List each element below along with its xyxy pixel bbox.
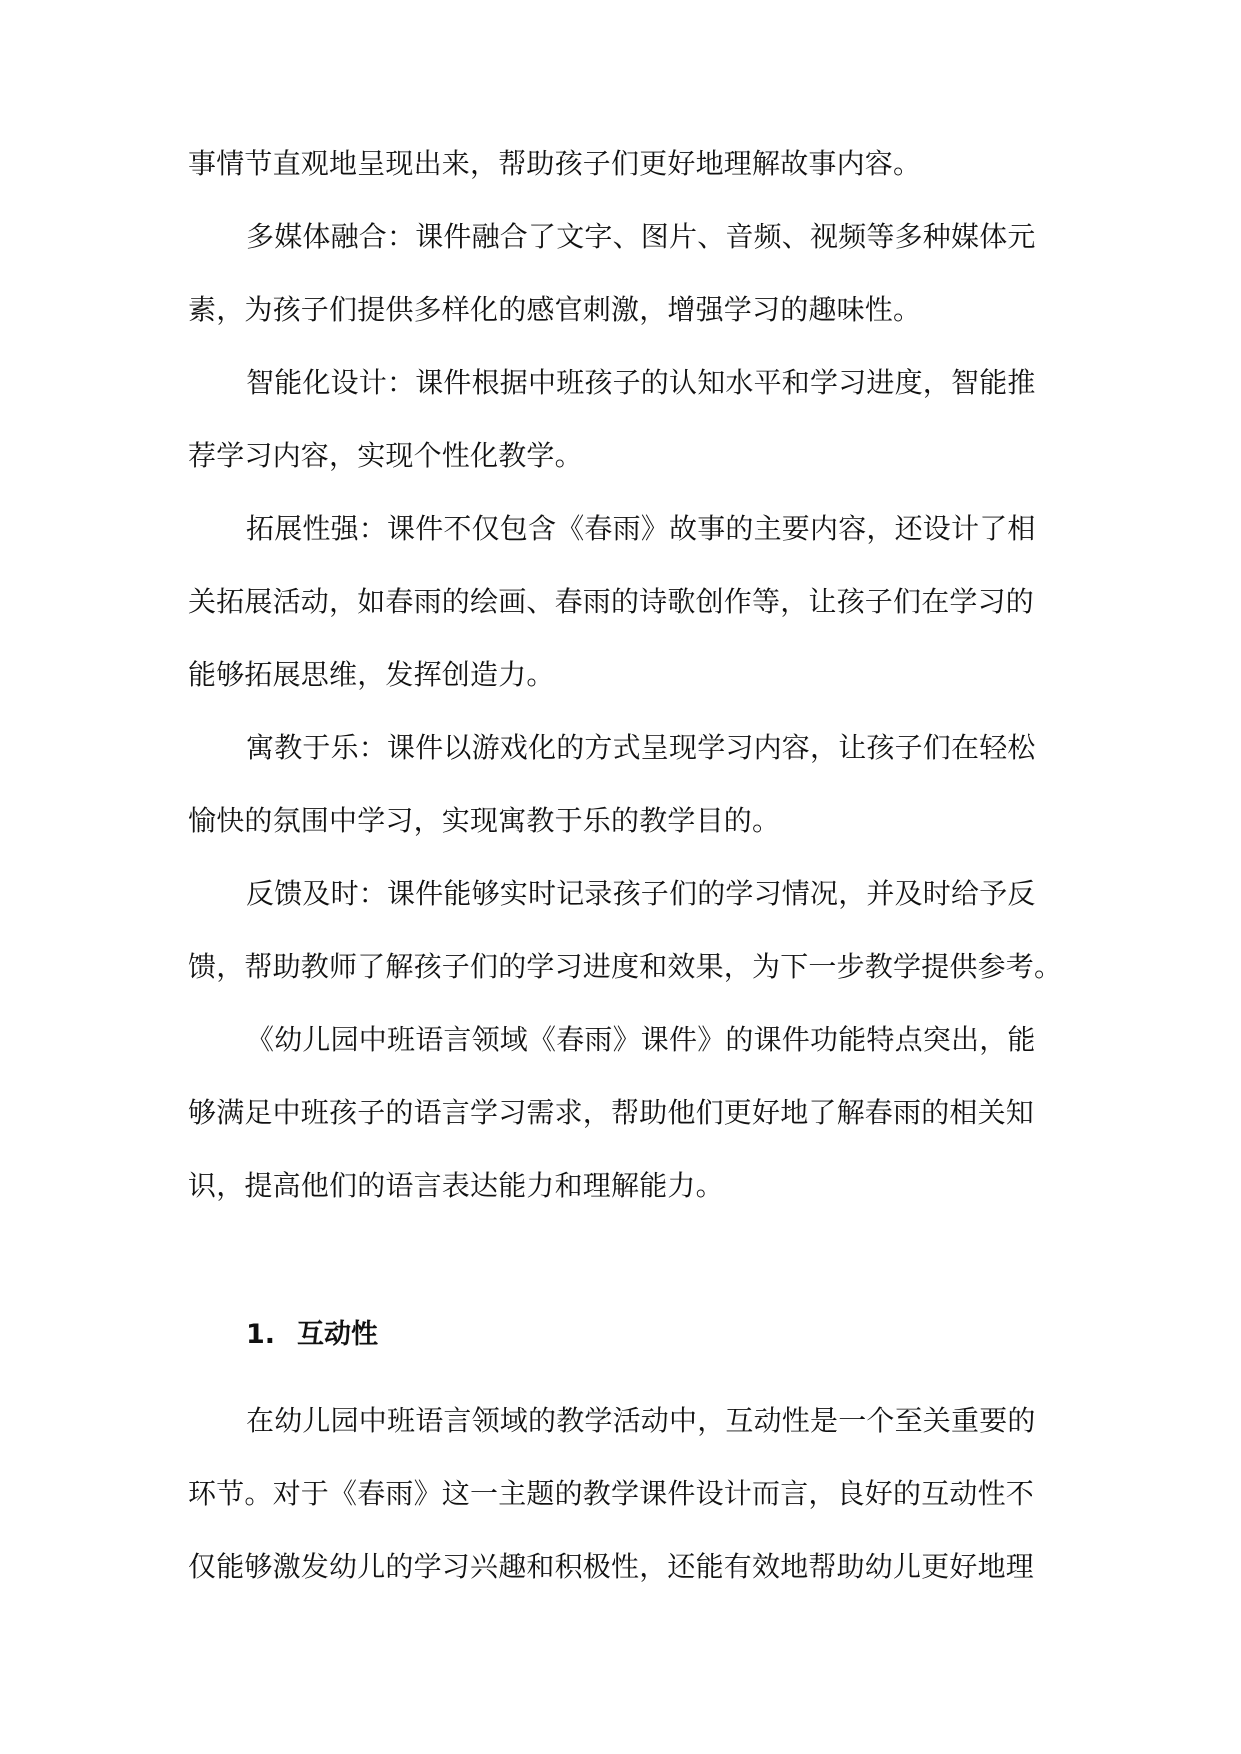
text-line: 仅能够激发幼儿的学习兴趣和积极性，还能有效地帮助幼儿更好地理: [188, 1550, 1035, 1583]
text-line: 《幼儿园中班语言领域《春雨》课件》的课件功能特点突出，能: [246, 1023, 1036, 1056]
text-line: 多媒体融合：课件融合了文字、图片、音频、视频等多种媒体元: [246, 220, 1036, 253]
text-line: 在幼儿园中班语言领域的教学活动中，互动性是一个至关重要的: [246, 1404, 1036, 1437]
paragraph-feedback: [188, 857, 1063, 1003]
text-line: 环节。对于《春雨》这一主题的教学课件设计而言，良好的互动性不: [188, 1477, 1035, 1510]
text-line: 智能化设计：课件根据中班孩子的认知水平和学习进度，智能推: [246, 366, 1036, 399]
section-heading: [246, 1310, 378, 1360]
text-line: 寓教于乐：课件以游戏化的方式呈现学习内容，让孩子们在轻松: [246, 731, 1036, 764]
paragraph-multimedia: [188, 200, 1056, 346]
paragraph-summary: [188, 1003, 1056, 1222]
text-line: 识，提高他们的语言表达能力和理解能力。: [188, 1169, 724, 1202]
text-line: 反馈及时：课件能够实时记录孩子们的学习情况，并及时给予反: [246, 877, 1036, 910]
text-line: 事情节直观地呈现出来，帮助孩子们更好地理解故事内容。: [188, 147, 922, 180]
text-line: 荐学习内容，实现个性化教学。: [188, 439, 583, 472]
paragraph-edutainment: [188, 711, 1056, 857]
heading-number: 1.: [246, 1319, 276, 1350]
text-line: 素，为孩子们提供多样化的感官刺激，增强学习的趣味性。: [188, 293, 922, 326]
paragraph-interactivity: [188, 1384, 1056, 1603]
text-line: 馈，帮助教师了解孩子们的学习进度和效果，为下一步教学提供参考。: [188, 950, 1063, 983]
paragraph-intelligent-design: [188, 346, 1056, 492]
text-line: 愉快的氛围中学习，实现寓教于乐的教学目的。: [188, 804, 781, 837]
text-line: 够满足中班孩子的语言学习需求，帮助他们更好地了解春雨的相关知: [188, 1096, 1035, 1129]
paragraph-extensibility: [188, 492, 1056, 711]
paragraph-continuation: [188, 127, 1056, 200]
text-line: 能够拓展思维，发挥创造力。: [188, 658, 555, 691]
heading-title: 互动性: [297, 1319, 379, 1350]
text-line: 关拓展活动，如春雨的绘画、春雨的诗歌创作等，让孩子们在学习的: [188, 585, 1035, 618]
text-line: 拓展性强：课件不仅包含《春雨》故事的主要内容，还设计了相: [246, 512, 1036, 545]
